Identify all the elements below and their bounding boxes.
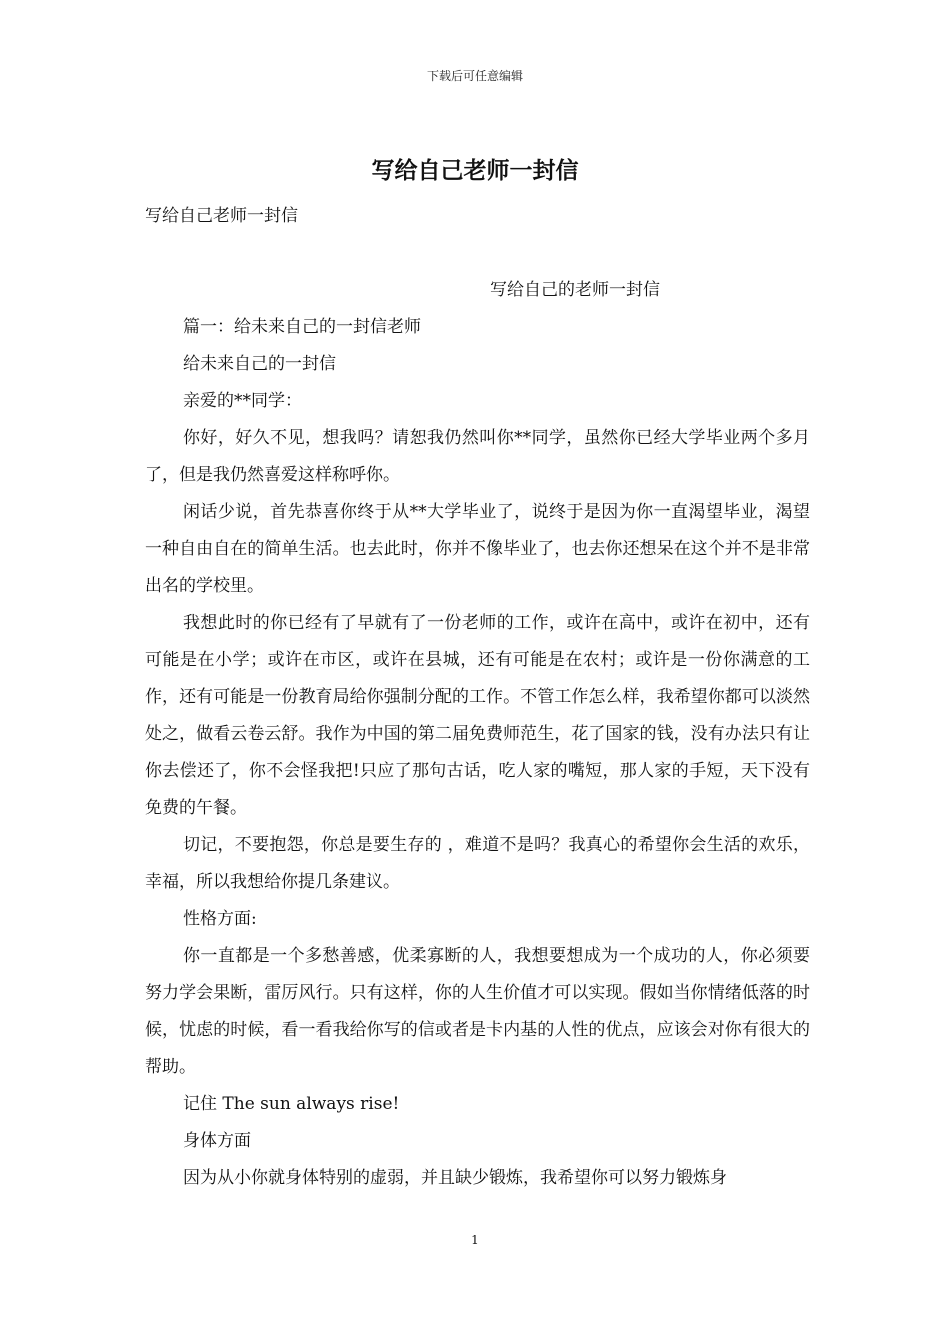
paragraph: 你好，好久不见，想我吗？请恕我仍然叫你**同学，虽然你已经大学毕业两个多月了，但是我仍然喜爱这样称呼你。: [145, 428, 810, 485]
document-subtitle: 写给自己老师一封信: [145, 206, 298, 226]
paragraph: 性格方面:: [183, 909, 257, 929]
paragraph: 切记，不要抱怨，你总是要生存的 ，难道不是吗？我真心的希望你会生活的欢乐，幸福，所以我想给你提几条建议。: [145, 835, 810, 892]
letter-heading: 写给自己的老师一封信: [490, 280, 660, 300]
paragraph: 篇一：给未来自己的一封信老师: [183, 317, 421, 337]
paragraph: 我想此时的你已经有了早就有了一份老师的工作，或许在高中，或许在初中，还有可能是在小学；或许在市区，或许在县城，还有可能是在农村；或许是一份你满意的工作，还有可能是一份教育局给你强制分配的工作。不管工作怎么样，我希望你都可以淡然处之，做看云卷云舒。我作为中国的第二届免费师范生，花了国家的钱，没有办法只有让你去偿还了，你不会怪我把!只应了那句古话，吃人家的嘴短，那人家的手短，天下没有免费的午餐。: [145, 613, 810, 818]
paragraph: 身体方面: [183, 1131, 251, 1151]
paragraph: 闲话少说，首先恭喜你终于从**大学毕业了，说终于是因为你一直渴望毕业，渴望一种自由自在的简单生活。也去此时，你并不像毕业了，也去你还想呆在这个并不是非常出名的学校里。: [145, 502, 810, 596]
paragraph: 给未来自己的一封信: [183, 354, 336, 374]
paragraph: 你一直都是一个多愁善感，优柔寡断的人，我想要想成为一个成功的人，你必须要努力学会果断，雷厉风行。只有这样，你的人生价值才可以实现。假如当你情绪低落的时候，忧虑的时候，看一看我给你写的信或者是卡内基的人性的优点，应该会对你有很大的帮助。: [145, 946, 810, 1077]
page-number: 1: [471, 1233, 479, 1247]
paragraph: 因为从小你就身体特别的虚弱，并且缺少锻炼，我希望你可以努力锻炼身: [183, 1168, 727, 1188]
document-title: 写给自己老师一封信: [371, 157, 579, 184]
paragraph: 亲爱的**同学：: [183, 391, 302, 411]
header-note: 下载后可任意编辑: [426, 69, 523, 83]
document-body: [145, 198, 810, 1197]
paragraph: 记住 The sun always rise!: [183, 1094, 400, 1114]
